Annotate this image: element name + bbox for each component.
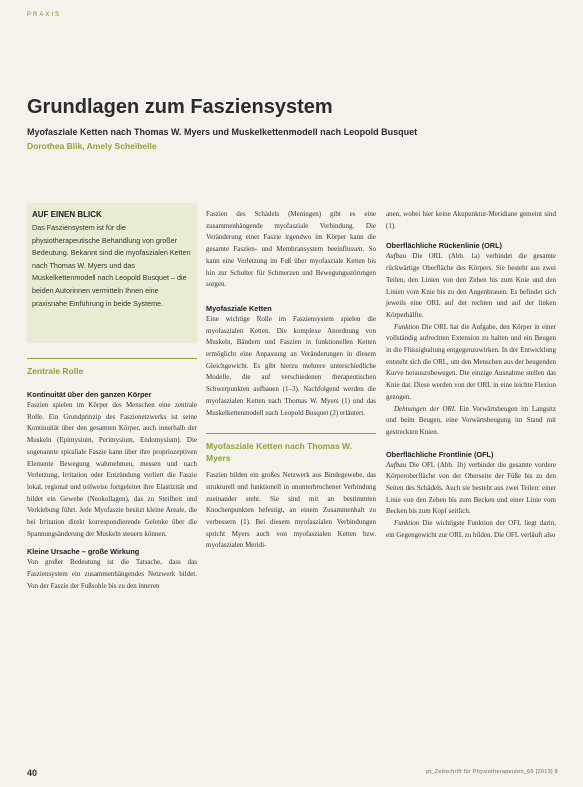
journal-footer: pt_Zeitschrift für Physiotherapeuten_65 [2013] 8: [426, 769, 558, 775]
article-authors: Dorothea Blik, Amely Scheibelle: [27, 141, 157, 151]
paragraph: anen, wobei hier keine Akupunktur-Meridiane gemeint sind (1).: [386, 210, 556, 230]
summary-text: Das Fasziensystem ist für die physiotherapeutische Behandlung von großer Bedeutung. Bekannt sind die myofaszialen Ketten nach Thomas W. Myers und das Muskelkettenmodell nach Leopold Busquet – die beiden Autorinnen vermitteln Ihnen eine praxisnahe Einführung in beide Systeme.: [32, 223, 191, 308]
paragraph: Faszien spielen im Körper des Menschen eine zentrale Rolle. Ein Grundprinzip des Faszienetzwerks ist seine Kontinuität über den gesamten Körper, auch innerhalb der Muskeln (Epimysium, Perimysium, Endomysium). Die sogenannte spiraliale Faszie kann über ihre propriozeptiven Elemente Bewegung wahrnehmen, messen und nach Verletzung, Irritation oder Entzündung verliert die Faszie lokal, regional und teilweise fortgeleitet ihre Elastizität und bildet ein Gewebe (Neokollagen), das zu Steifheit und Verklebung führt. Jede Myofaszie besitzt kleine Areale, die bei Irritation direkt korrespondierende Gelenke über die Spannungsänderung der Muskeln steuern können.: [27, 401, 197, 538]
run-in-label: Aufbau: [386, 252, 407, 261]
paragraph: Faszien bilden ein großes Netzwerk aus Bindegewebe, das strukturell und funktionell in ununterbrochener Verbindung zueinander steht. Sie sind mit an bestimmten Knochenpunkten befestigt, an einem Zusammenhalt zu verbessern (1). Bei diesem myofaszialen Verbindungen spricht Myers auch von myofaszialen Ketten bzw. myofaszialen Meridi-: [206, 471, 376, 550]
paragraph: Von großer Bedeutung ist die Tatsache, dass das Fasziensystem ein zusammenhängendes Netzwerk bildet. Von der Faszie der Fußsohle bis zu den inneren: [27, 558, 197, 590]
paragraph: Eine wichtige Rolle im Fasziensystem spielen die myofaszialen Ketten. Die komplexe Anordnung von Muskeln, Bändern und Faszien in funktionellen Ketten ermöglicht eine Anpassung an Veränderungen in diesem Gleichgewicht. Es gibt hierzu mehrere unterschiedliche Modelle, die auf verschiedenen therapeutischen Schwerpunkten aufbauen (1–3). Nachfolgend werden die myofaszialen Ketten nach Thomas W. Myers (1) und das Muskelkettenmodell nach Leopold Busquet (2) erläutert.: [206, 314, 376, 417]
subheading-myofasziale-ketten: Myofasziale Ketten: [206, 303, 272, 313]
paragraph: Funktion Die wichtigste Funktion der OFL liegt darin, ein Gegengewicht zur ORL zu bilden. Die OFL verläuft also: [386, 519, 556, 539]
page-number: 40: [27, 768, 38, 778]
section-heading-zentrale-rolle: Zentrale Rolle: [27, 366, 84, 376]
paragraph: Funktion Die ORL hat die Aufgabe, den Körper in einer vollständig aufrechten Extension zu halten und ein Beugen in die Flüssighaltung entgegenzuwirken. In der Entwicklung entsteht sich die ORL, um den Menschen aus der beugenden Kurve herauszubewegen. Die einzige Ausnahme stellen das Knie dar. Diese werden von der ORL in eine leichte Flexion gezogen.: [386, 322, 556, 401]
section-heading-myers: Myofasziale Ketten nach Thomas W. Myers: [206, 441, 352, 464]
subheading-kleine-ursache: Kleine Ursache – große Wirkung: [27, 547, 140, 557]
column-2: [206, 209, 376, 552]
subheading-ofl: Oberflächliche Frontlinie (OFL): [386, 449, 494, 459]
paragraph: Faszien des Schädels (Meningen) gibt es eine zusammenhängende myofasziale Verbindung. Die Veränderung einer Faszie irgendwo im Körper kann die gesamte Faszien- und Membransystem beeinflussen. So kann eine Verletzung im Fuß über myofasziale Ketten bis hin zur Schulter für Schmerzen und Bewegungsstörungen sorgen.: [206, 210, 376, 289]
run-in-label: Dehnungen der ORL: [394, 404, 456, 413]
subheading-orl: Oberflächliche Rückenlinie (ORL): [386, 241, 502, 251]
run-in-label: Funktion: [394, 322, 420, 331]
paragraph: Dehnungen der ORL Ein Vorwärtsbeugen im Langsitz und beim Beugen, eine Vorwärtsbeugung im Stand mit gestreckten Knien.: [386, 404, 556, 436]
subheading-kontinuitaet: Kontinuität über den ganzen Körper: [27, 390, 152, 399]
section-divider: [27, 358, 197, 359]
article-subtitle: Myofasziale Ketten nach Thomas W. Myers und Muskelkettenmodell nach Leopold Busquet: [27, 127, 418, 137]
column-1: [27, 358, 197, 593]
section-label: PRAXIS: [27, 12, 62, 18]
summary-heading: AUF EINEN BLICK: [32, 210, 102, 219]
column-3: [386, 209, 556, 542]
article-title: Grundlagen zum Fasziensystem: [27, 96, 333, 118]
summary-box: [27, 203, 197, 343]
paragraph: Aufbau Die OFL (Abb. 1b) verbindet die gesamte vordere Körperoberfläche von der Oberseite der Füße bis zu den Seiten des Schädels. Auch sie besteht aus zwei Teilen: einer Linie von den Zehen bis zum Becken und einer Linie vom Becken bis zum Kopf seitlich.: [386, 460, 556, 516]
section-divider: [206, 433, 376, 434]
run-in-label: Aufbau: [386, 460, 407, 469]
paragraph: Aufbau Die ORL (Abb. 1a) verbindet die gesamte rückwärtige Oberfläche des Körpers. Sie besteht aus zwei Teilen, den Linien von den Zehen bis zum Knie und den Linien vom Knie bis zu den Augenbrauen. Es befindet sich jeweils eine ORL auf der rechten und auf der linken Körperhälfte.: [386, 252, 556, 319]
run-in-label: Funktion: [394, 519, 420, 528]
